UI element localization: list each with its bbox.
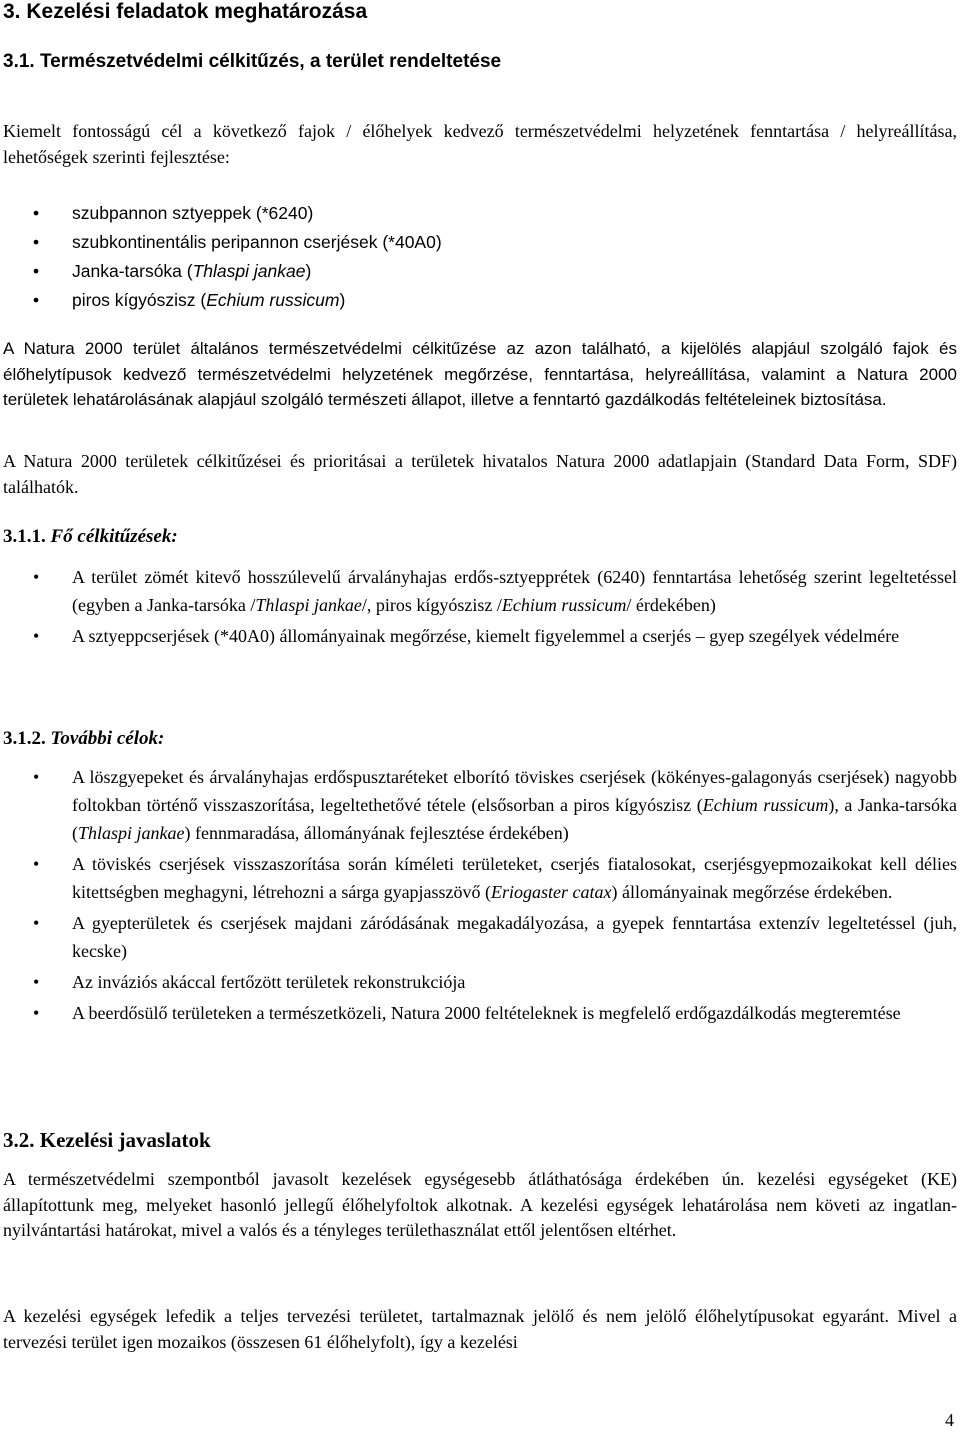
subheading-3-1-2: 3.1.2. További célok: (3, 728, 165, 749)
list-item: • szubkontinentális peripannon cserjések (*40A0) (0, 228, 957, 257)
kezelesi-paragraph-1: A természetvédelmi szempontból javasolt kezelések egységesebb átláthatósága érdekében ún. kezelési egységeket (KE) állapítottunk meg, melyeket hasonló jellegű élőhelyfoltok alkotnak. A kezelési egységek lehatárolása nem követi az ingatlan-nyilvántartási határokat, mivel a valós és a tényleges területhasználat ettől jelentősen eltérhet. (3, 1169, 957, 1240)
natura-paragraph-2: A Natura 2000 területek célkitűzései és prioritásai a területek hivatalos Natura 2000 adatlapjain (Standard Data Form, SDF) találhatók. (3, 451, 957, 497)
list-item: • Az inváziós akáccal fertőzött területek rekonstrukciója (0, 968, 957, 996)
section-heading-3-2: 3.2. Kezelési javaslatok (3, 1128, 211, 1152)
list-item: • A töviskés cserjések visszaszorítása során kíméleti területeket, cserjés fiatalosokat, cserjésgyepmozaikokat kell délies kitettségben meghagyni, létrehozni a sárga gyapjasszövő (Eriogaster catax) állományainak megőrzése érdekében. (0, 850, 957, 906)
chapter-heading: 3. Kezelési feladatok meghatározása (3, 0, 368, 23)
bullet-icon: • (33, 767, 40, 787)
list-item: • A sztyeppcserjések (*40A0) állományainak megőrzése, kiemelt figyelemmel a cserjés – gyep szegélyek védelmére (0, 622, 957, 650)
natura-paragraph-1: A Natura 2000 terület általános természetvédelmi célkitűzése az azon található, a kijelölés alapjául szolgáló fajok és élőhelytípusok kedvező természetvédelmi helyzetének megőrzése, fenntartása, helyreállítása, valamint a Natura 2000 területek lehatárolásának alapjául szolgáló természeti állapot, illetve a fenntartó gazdálkodás feltételeinek biztosítása. (3, 339, 957, 409)
bullet-icon: • (33, 261, 40, 281)
list-item: • A beerdősülő területeken a természetközeli, Natura 2000 feltételeknek is megfelelő erdőgazdálkodás megteremtése (0, 999, 957, 1027)
bullet-icon: • (33, 1003, 40, 1023)
further-goals-list (0, 763, 957, 1027)
list-item: • A gyepterületek és cserjések majdani záródásának megakadályozása, a gyepek fenntartása extenzív legeltetéssel (juh, kecske) (0, 909, 957, 965)
bullet-icon: • (33, 854, 40, 874)
bullet-icon: • (33, 913, 40, 933)
list-item: • szubpannon sztyeppek (*6240) (0, 199, 957, 228)
target-list (0, 199, 957, 315)
kezelesi-paragraph-2: A kezelési egységek lefedik a teljes tervezési területet, tartalmaznak jelölő és nem jelölő élőhelytípusokat egyaránt. Mivel a tervezési terület igen mozaikos (összesen 61 élőhelyfolt), így a kezelési (3, 1306, 957, 1352)
section-heading-3-1: 3.1. Természetvédelmi célkitűzés, a terület rendeltetése (3, 51, 502, 72)
bullet-icon: • (33, 232, 40, 252)
list-item: • piros kígyószisz (Echium russicum) (0, 286, 957, 315)
bullet-icon: • (33, 567, 40, 587)
list-item: • A löszgyepeket és árvalányhajas erdőspusztaréteket elborító töviskes cserjések (kökényes-galagonyás cserjések) nagyobb foltokban történő visszaszorítása, legeltethetővé tétele (elsősorban a piros kígyószisz (Echium russicum), a Janka-tarsóka (Thlaspi jankae) fennmaradása, állományának fejlesztése érdekében) (0, 763, 957, 847)
bullet-icon: • (33, 290, 40, 310)
list-item: • A terület zömét kitevő hosszúlevelű árvalányhajas erdős-sztyepprétek (6240) fenntartása lehetőség szerint legeltetéssel (egyben a Janka-tarsóka /Thlaspi jankae/, piros kígyószisz /Echium russicum/ érdekében) (0, 563, 957, 619)
main-goals-list (0, 563, 957, 650)
bullet-icon: • (33, 626, 40, 646)
intro-paragraph: Kiemelt fontosságú cél a következő fajok / élőhelyek kedvező természetvédelmi helyzetének fenntartása / helyreállítása, lehetőségek szerinti fejlesztése: (3, 121, 957, 167)
bullet-icon: • (33, 972, 40, 992)
page-number: 4 (945, 1410, 954, 1430)
subheading-3-1-1: 3.1.1. Fő célkitűzések: (3, 526, 178, 547)
bullet-icon: • (33, 203, 40, 223)
list-item: • Janka-tarsóka (Thlaspi jankae) (0, 257, 957, 286)
